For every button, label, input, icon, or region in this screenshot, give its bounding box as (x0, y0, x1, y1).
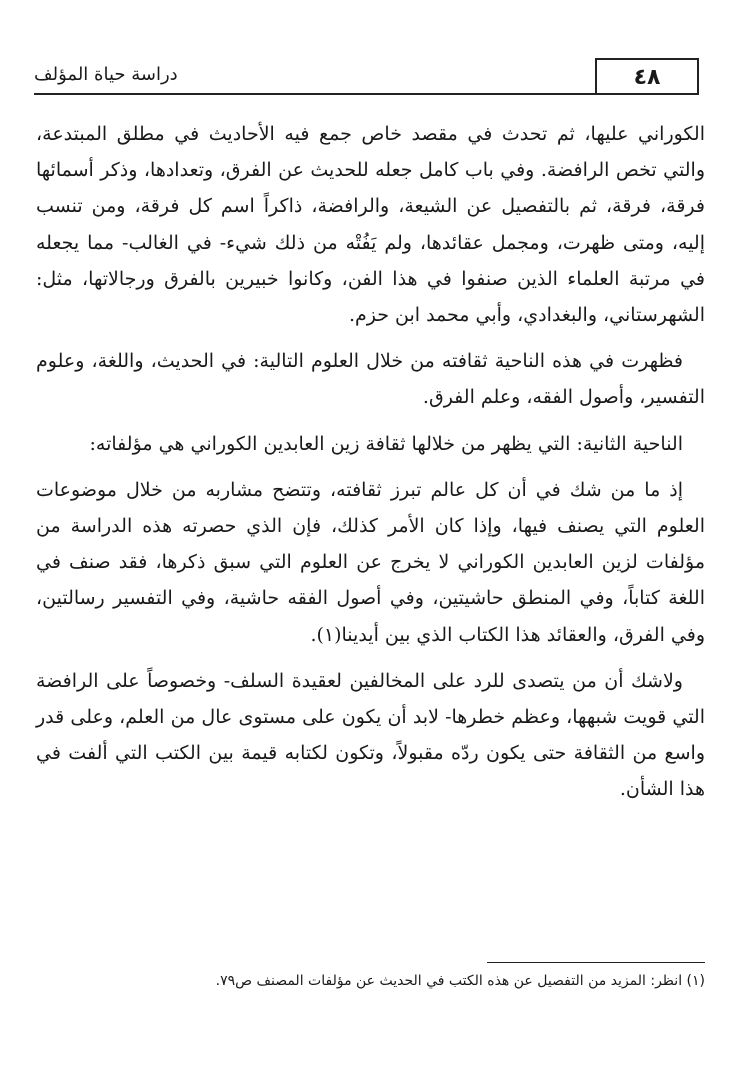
running-title: دراسة حياة المؤلف (34, 64, 178, 85)
body-text (36, 116, 705, 808)
page-number: ٤٨ (595, 58, 699, 94)
paragraph-5: ولاشك أن من يتصدى للرد على المخالفين لعقيدة السلف- وخصوصاً على الرافضة التي قويت شبهها، وعظم خطرها- لابد أن يكون على مستوى عال من العلم، وعلى قدر واسع من الثقافة حتى يكون ردّه مقبولاً، وتكون لكتابه قيمة بين الكتب التي ألفت في هذا الشأن. (36, 669, 705, 801)
paragraph-4: إذ ما من شك في أن كل عالم تبرز ثقافته، وتتضح مشاربه من خلال موضوعات العلوم التي يصنف فيها، وإذا كان الأمر كذلك، فإن الذي حصرته هذه الدراسة من مؤلفات لزين العابدين الكوراني لا يخرج عن العلوم التي سبق ذكرها، فقد صنف في اللغة كتاباً، وفي المنطق حاشيتين، وفي أصول الفقه حاشية، وفي التفسير رسالتين، وفي الفرق، والعقائد هذا الكتاب الذي بين أيدينا(١). (36, 478, 705, 646)
paragraph-3: الناحية الثانية: التي يظهر من خلالها ثقافة زين العابدين الكوراني هي مؤلفاته: (89, 432, 683, 455)
footnote-rule (487, 962, 705, 963)
page-header (34, 50, 699, 96)
footnote: (١) انظر: المزيد من التفصيل عن هذه الكتب في الحديث عن مؤلفات المصنف ص٧٩. (215, 973, 705, 989)
paragraph-1: الكوراني عليها، ثم تحدث في مقصد خاص جمع فيه الأحاديث في مطلق المبتدعة، والتي تخص الرافضة. وفي باب كامل جعله للحديث عن الفرق، وتعدادها، وذكر أسمائها فرقة، فرقة، ثم بالتفصيل عن الشيعة، والرافضة، ذاكراً اسم كل فرقة، ومن تنسب إليه، ومتى ظهرت، ومجمل عقائدها، ولم يَفُتْه من ذلك شيء- في الغالب- مما يجعله في مرتبة العلماء الذين صنفوا في هذا الفن، وكانوا خبيرين بالفرق ورجالاتها، مثل: الشهرستاني، والبغدادي، وأبي محمد ابن حزم. (36, 123, 705, 327)
paragraph-2: فظهرت في هذه الناحية ثقافته من خلال العلوم التالية: في الحديث، واللغة، وعلوم التفسير، وأصول الفقه، وعلم الفرق. (36, 350, 705, 409)
header-rule (34, 93, 699, 95)
